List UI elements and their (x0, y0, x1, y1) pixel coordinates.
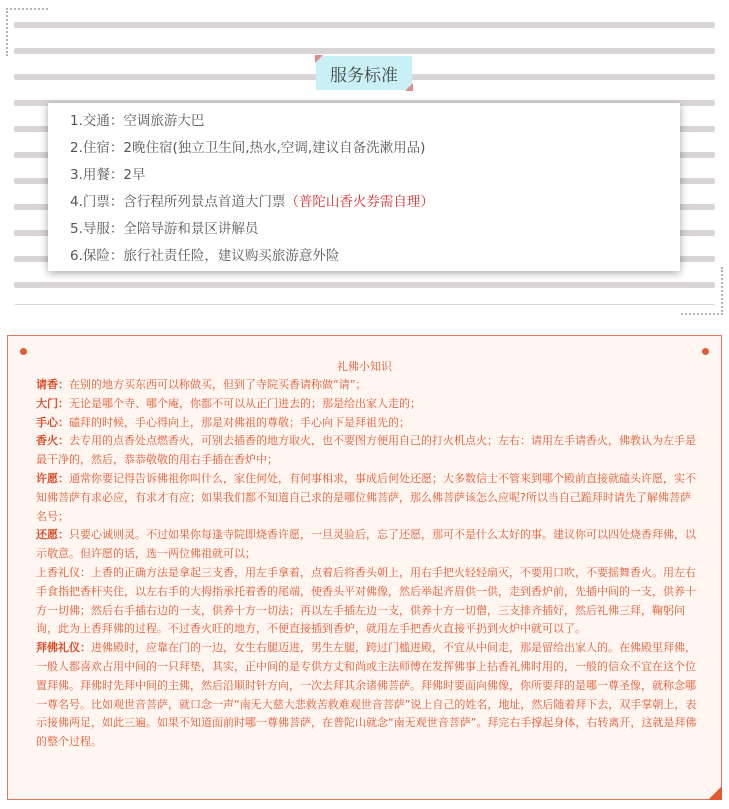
service-item-text: 2早 (123, 167, 146, 183)
service-item-label: 1.交通： (70, 113, 124, 129)
folded-corner-decoration (708, 786, 722, 800)
knowledge-paragraph (36, 470, 699, 526)
service-item-text: 含行程所列景点首道大门票 (123, 194, 286, 210)
knowledge-paragraph (36, 432, 699, 470)
knowledge-body (36, 376, 699, 752)
knowledge-term: 请香： (36, 378, 69, 391)
service-item-label: 4.门票： (70, 194, 124, 210)
service-item-text: 2晚住宿(独立卫生间,热水,空调,建议自备洗漱用品) (123, 140, 426, 156)
incense-ticket-note: （普陀山香火券需自理） (285, 194, 434, 210)
knowledge-text: 只要心诚则灵。不过如果你每逢寺院即烧香许愿，一旦灵验后，忘了还愿，那可不是什么太好的事。建议你可以四处烧香拜佛，以示敬意。但许愿的话，选一两位佛祖就可以； (36, 528, 696, 561)
dot-decoration (20, 348, 27, 355)
knowledge-paragraph (36, 376, 699, 395)
knowledge-text: 进佛殿时，应靠在门的一边，女生右腿迈进，男生左腿，跨过门槛进殿，不宜从中间走，那是留给出家人的。在佛殿里拜佛，一般人都喜欢占用中间的一只拜垫，其实，正中间的是专供方丈和尚或主法师傅在发挥佛事上拈香礼佛时用的，一般的信众不宜在这个位置拜佛。拜佛时先拜中间的主佛，然后沿顺时针方向，一次去拜其余诸佛菩萨。拜佛时要面向佛像，你所要拜的是哪一尊圣像，就称念哪一尊名号。比如观世音菩萨，就口念一声“南无大慈大悲救苦救难观世音菩萨”说上自己的姓名，地址，然后随着拜下去，双手掌朝上，表示接佛两足，如此三遍。如果不知道面前时哪一尊佛菩萨，在普陀山就念“南无观世音菩萨”。拜完右手撑起身体，右转离开，这就是拜佛的整个过程。 (36, 641, 697, 749)
service-item-text: 旅行社责任险，建议购买旅游意外险 (123, 248, 340, 264)
service-item-text: 全陪导游和景区讲解员 (123, 221, 259, 237)
knowledge-text: 上香礼仪：上香的正确方法是拿起三支香，用左手拿着，点着后将香头朝上，用右手把火轻轻扇灭，不要用口吹，不要摇舞香火。用左右手食指把香杆夹住，以左右手的大拇指承托着香的尾端，使香头平对佛像，然后举起齐眉供一供，走到香炉前，先插中间的一支，供养十方一切佛；然后右手插右边的一支，供养十方一切法；再以左手插左边一支，供养十方一切僧，三支排齐插好，然后礼佛三拜，鞠躬问询，此为上香拜佛的过程。不过香火旺的地方，不便直接插到香炉，就用左手把香火直接平扔到火炉中就可以了。 (36, 565, 696, 636)
knowledge-text: 无论是哪个寺、哪个庵，你都不可以从正门进去的；那是给出家人走的； (69, 396, 421, 410)
knowledge-term: 拜佛礼仪： (36, 641, 91, 655)
knowledge-paragraph (36, 526, 699, 564)
dot-decoration (702, 348, 709, 355)
knowledge-text: 通常你要记得告诉佛祖你叫什么，家住何处，有何事相求，事成后何处还愿；大多数信士不管来到哪个殿前直接就磕头许愿，实不知佛菩萨有求必应，有求才有应；如果我们都不知道自己求的是哪位佛菩萨，那么佛菩萨该怎么应呢?所以当自己跪拜时请先了解佛菩萨名号； (36, 471, 696, 523)
service-item-label: 2.住宿： (70, 140, 124, 156)
knowledge-paragraph (36, 639, 699, 752)
service-item-text: 空调旅游大巴 (123, 113, 205, 129)
service-card (48, 103, 680, 271)
knowledge-text: 磕拜的时候，手心得向上，那是对佛祖的尊敬；手心向下是拜祖先的； (69, 415, 410, 429)
service-section (6, 8, 723, 315)
knowledge-title: 礼佛小知识 (337, 360, 392, 373)
knowledge-term: 手心： (36, 415, 69, 429)
worship-knowledge-box (7, 335, 722, 800)
knowledge-term: 大门： (36, 396, 69, 410)
knowledge-term: 香火： (36, 434, 69, 448)
service-list (70, 108, 434, 270)
knowledge-text: 在别的地方买东西可以称做买，但到了寺院买香请称做“请”； (69, 378, 367, 391)
service-item (70, 162, 434, 189)
service-item (70, 108, 434, 135)
knowledge-paragraph (36, 395, 699, 414)
knowledge-paragraph (36, 564, 699, 639)
knowledge-term: 还愿： (36, 528, 69, 542)
knowledge-paragraph (36, 414, 699, 433)
service-title: 服务标准 (330, 65, 398, 86)
knowledge-term: 许愿： (36, 471, 69, 485)
service-item-label: 6.保险： (70, 248, 124, 264)
service-item (70, 243, 434, 270)
service-item (70, 216, 434, 243)
service-item (70, 135, 434, 162)
service-title-badge (316, 56, 412, 90)
service-item-label: 5.导服： (70, 221, 124, 237)
knowledge-text: 去专用的点香处点燃香火，可别去插香的地方取火，也不要图方便用自己的打火机点火；左右：请用左手请香火，佛教认为左手是最干净的，然后，恭恭敬敬的用右手插在香炉中； (36, 434, 696, 467)
service-item (70, 189, 434, 216)
service-item-label: 3.用餐： (70, 167, 124, 183)
